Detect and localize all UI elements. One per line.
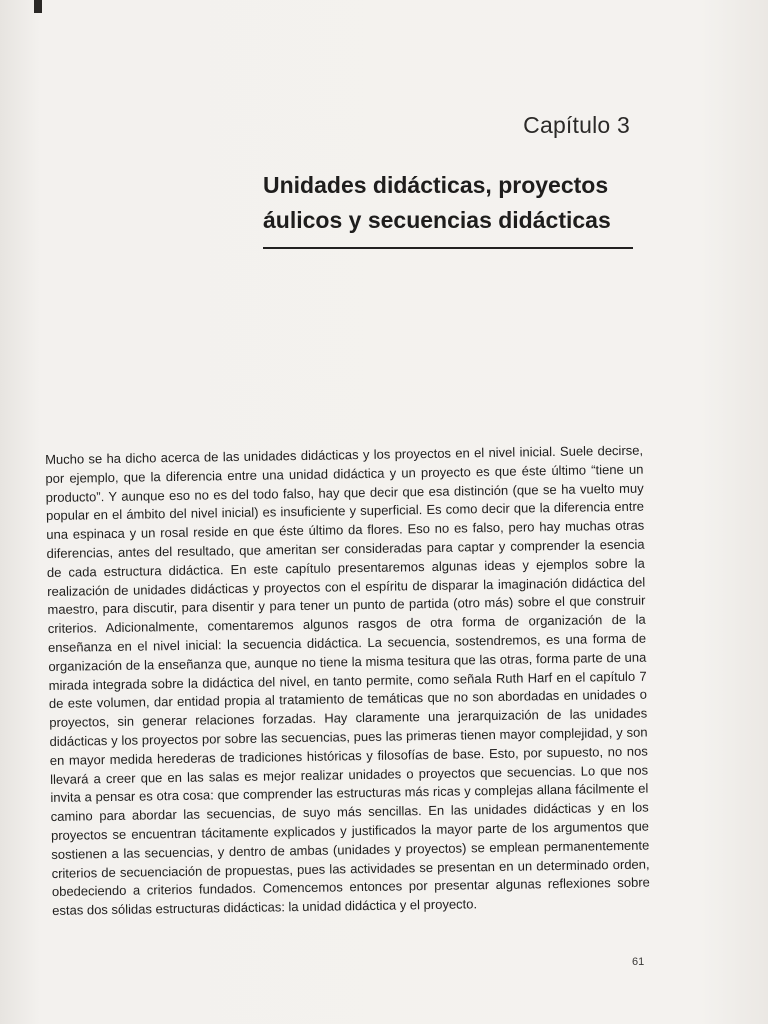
chapter-label: Capítulo 3 [523, 112, 630, 138]
chapter-title: Unidades didácticas, proyectos áulicos y secuencias didácticas [263, 172, 611, 233]
body-paragraph: Mucho se ha dicho acerca de las unidades didácticas y los proyectos en el nivel inicial. Suele decirse, por ejemplo, que la diferencia entre una unidad didáctica y un proyecto es que éste último “tiene un producto”. Y aunque eso no es del todo falso, hay que decir que esa distinción (que se ha vuelto muy popular en el ámbito del nivel inicial) es insuficiente y superficial. Es como decir que la diferencia entre una espinaca y un rosal reside en que éste último da flores. Eso no es falso, pero hay muchas otras diferencias, antes del resultado, que ameritan ser consideradas para captar y comprender la esencia de cada estructura didáctica. En este capítulo presentaremos algunas ideas y ejemplos sobre la realización de unidades didácticas y proyectos con el espíritu de disparar la imaginación didáctica del maestro, para discutir, para disentir y para tener un punto de partida (otro más) sobre el que construir criterios. Adicionalmente, comentaremos algunos rasgos de otra forma de organización de la enseñanza en el nivel inicial: la secuencia didáctica. La secuencia, sostendremos, es una forma de organización de la enseñanza que, aunque no tiene la misma tesitura que las otras, forma parte de una mirada integrada sobre la didáctica del nivel, en tanto permite, como señala Ruth Harf en el capítulo 7 de este volumen, dar entidad propia al tratamiento de temáticas que no son abordadas en unidades o proyectos, sin generar relaciones forzadas. Hay claramente una jerarquización de las unidades didácticas y los proyectos por sobre las secuencias, pues las primeras tienen mayor complejidad, y son en mayor medida herederas de tradiciones históricas y filosofías de base. Esto, por supuesto, no nos llevará a creer que en las salas es mejor realizar unidades o proyectos que secuencias. Lo que nos invita a pensar es otra cosa: que comprender las estructuras más ricas y complejas allana fácilmente el camino para abordar las secuencias, de suyo más sencillas. En las unidades didácticas y en los proyectos se encuentran tácitamente explicados y justificados la mayor parte de los argumentos que sostienen a las secuencias, y dentro de ambas (unidades y proyectos) se emplean permanentemente criterios de secuenciación de propuestas, pues las actividades se presentan en un determinado orden, obedeciendo a criterios fundados. Comencemos entonces por presentar algunas reflexiones sobre estas dos sólidas estructuras didácticas: la unidad didáctica y el proyecto. [45, 442, 650, 919]
scan-edge-mark [34, 0, 42, 13]
title-divider [263, 247, 633, 249]
page-number: 61 [632, 956, 645, 968]
